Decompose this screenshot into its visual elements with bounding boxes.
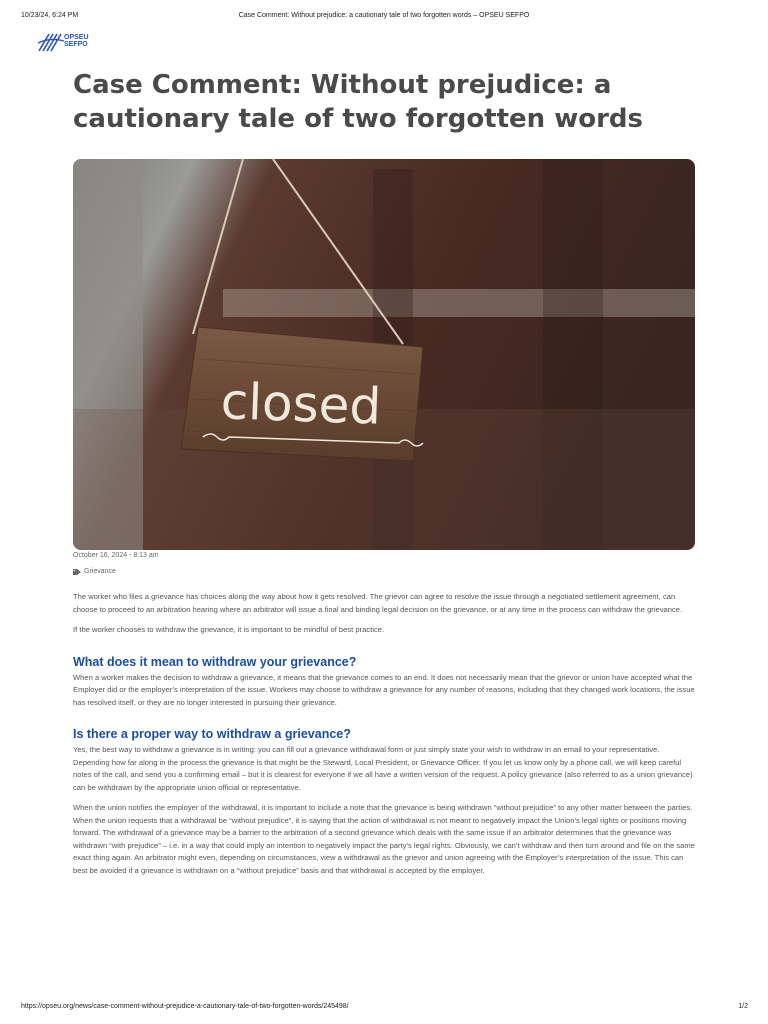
section2-paragraph-2: When the union notifies the employer of the withdrawal, it is important to include a note that the grievance is being withdrawn “without prejudice” to any other matter between the parties. When the union requests that a withdrawal be “without prejudice”, it is saying that the action of withdrawal is not meant to negatively impact the Union’s legal rights or positions moving forward. The withdrawal of a grievance may be a barrier to the arbitration of a second grievance which deals with the same issue if an arbitrator determines that the grievance was withdrawn “with prejudice” – i.e. in a way that could imply an intention to negatively impact the party’s legal rights. Obviously, we can’t withdraw and then turn around and file on the same exact thing again. An arbitrator might even, depending on circumstances, view a withdrawal as the grievor and union agreeing with the Employer’s interpretation of the issue. This can best be avoided if a grievance is withdrawn on a “without prejudice” basis and that withdrawal is accepted by the employer. — [73, 803, 695, 875]
article-body — [73, 591, 695, 885]
print-datetime: 10/23/24, 6:24 PM — [21, 12, 79, 19]
section2-heading: Is there a proper way to withdraw a grievance? — [73, 727, 351, 741]
print-page-number: 1/2 — [738, 1003, 748, 1010]
tag-icon — [73, 569, 81, 575]
article-date: October 16, 2024 - 8:13 am — [73, 552, 159, 559]
section1-paragraph-1: When a worker makes the decision to withdraw a grievance, it means that the grievance comes to an end. It does not necessarily mean that the grievor or union have accepted what the Employer did or the employer’s interpretation of the issue. Workers may choose to withdraw a grievance for any number of reasons, including that they changed work locations, the issue has resolved itself, or they are no longer interested in pursuing their grievance. — [73, 672, 695, 707]
print-page-title: Case Comment: Without prejudice: a cautionary tale of two forgotten words – OPSEU SEFPO — [238, 12, 530, 19]
intro-paragraph-2: If the worker chooses to withdraw the grievance, it is important to be mindful of best practice. — [73, 625, 385, 634]
tag-label[interactable]: Grievance — [84, 568, 116, 575]
logo-line2: SEFPO — [64, 41, 88, 48]
logo-text — [64, 34, 89, 48]
section1-heading: What does it mean to withdraw your grievance? — [73, 654, 357, 669]
section2-paragraph-1: Yes, the best way to withdraw a grievance is in writing: you can fill out a grievance withdrawal form or just simply state your wish to withdraw in an email to your representative. Depending how far along in the process the grievance is that might be the Steward, Local President, or Grievance Officer. If you let us know only by a phone call, we will keep careful notes of the call, and send you a confirming email – but it is clearest for everyone if we all have a written version of the request. A policy grievance (also referred to as a union grievance) can be withdrawn by the appropriate union official or representative. — [73, 745, 693, 792]
hero-sign-text: closed — [219, 372, 383, 436]
article-title: Case Comment: Without prejudice: a cautionary tale of two forgotten words — [73, 70, 644, 134]
intro-paragraph-1: The worker who files a grievance has choices along the way about how it gets resolved. The grievor can agree to resolve the issue through a negotiated settlement agreement, can choose to proceed to an arbitration hearing where an arbitrator will issue a final and binding legal decision on the grievance, or at any time in the process can withdraw the grievance. — [73, 592, 683, 614]
article-tag[interactable] — [73, 568, 116, 575]
logo-line1: OPSEU — [64, 34, 89, 41]
print-header — [0, 12, 768, 24]
print-url[interactable]: https://opseu.org/news/case-comment-without-prejudice-a-cautionary-tale-of-two-forgotten-words/245498/ — [21, 1003, 349, 1010]
hero-image — [73, 159, 695, 550]
